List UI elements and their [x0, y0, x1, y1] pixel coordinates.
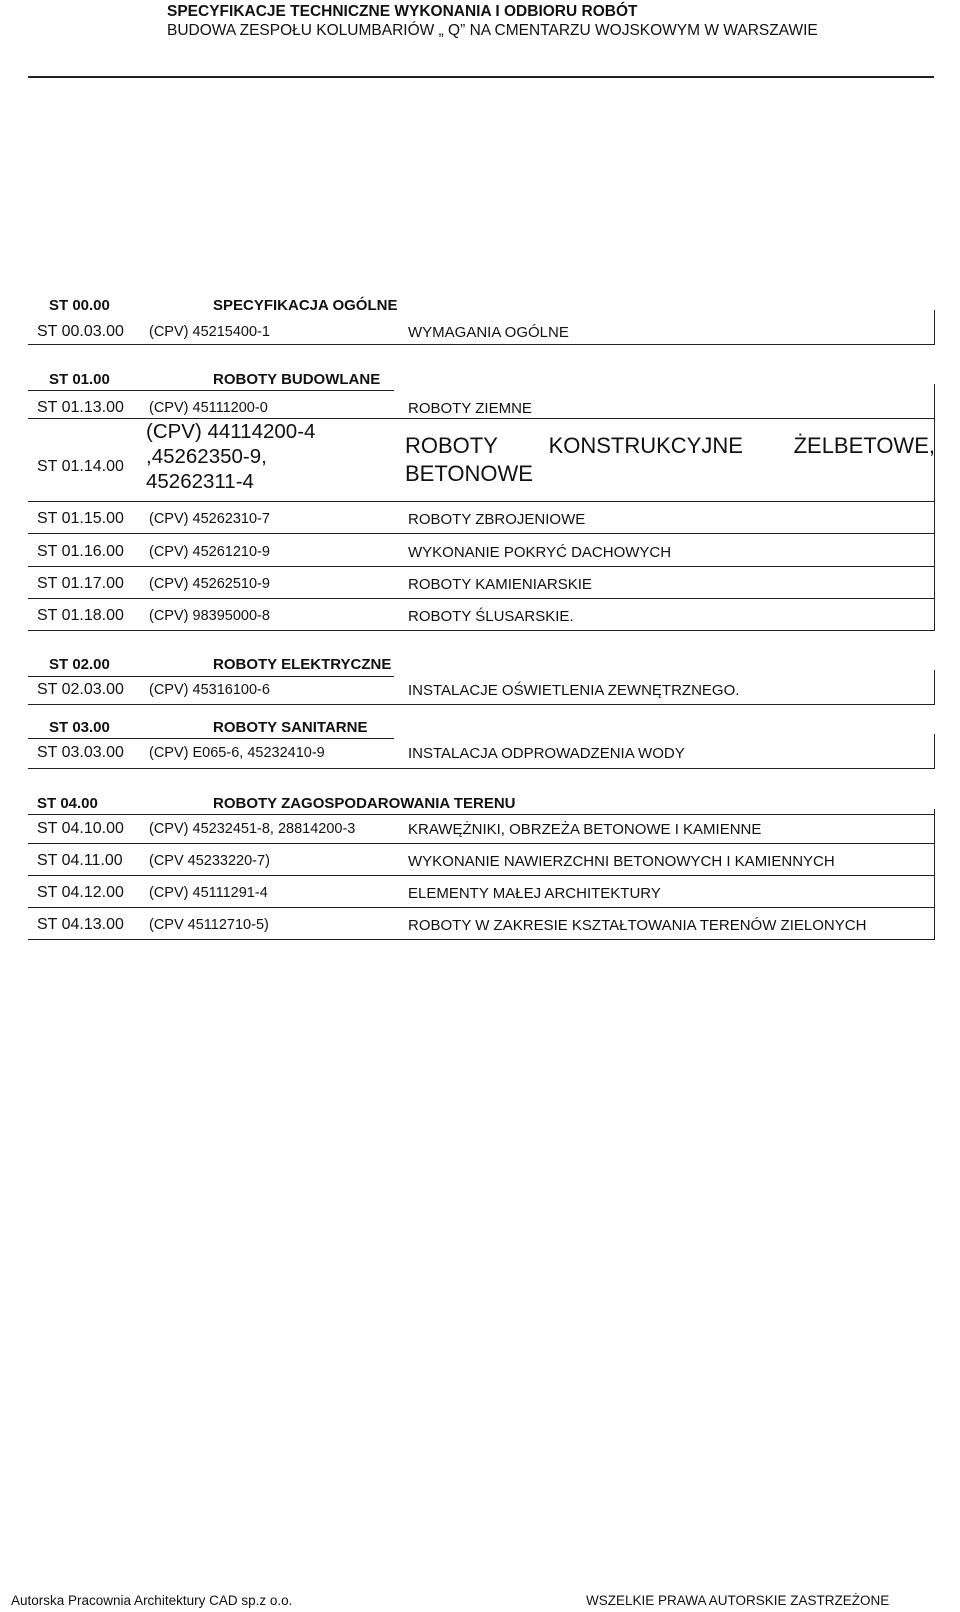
spec-code: ST 04.10.00	[37, 820, 124, 837]
spec-code: ST 04.12.00	[37, 884, 124, 901]
section-title: ROBOTY SANITARNE	[213, 719, 368, 736]
spec-name: KRAWĘŻNIKI, OBRZEŻA BETONOWE I KAMIENNE	[408, 821, 762, 838]
row-divider	[28, 501, 934, 502]
row-divider	[28, 814, 934, 815]
document-header	[167, 2, 818, 40]
spec-name: WYKONANIE NAWIERZCHNI BETONOWYCH I KAMIENNYCH	[408, 853, 835, 870]
table-border	[934, 384, 935, 631]
table-border	[934, 809, 935, 940]
spec-code: ST 02.03.00	[37, 681, 124, 698]
header-divider	[28, 76, 934, 78]
cpv-code: (CPV) 45215400-1	[149, 324, 270, 340]
row-divider	[28, 533, 934, 534]
spec-name: INSTALACJE OŚWIETLENIA ZEWNĘTRZNEGO.	[408, 682, 740, 699]
cpv-code: (CPV) 45111291-4	[149, 885, 268, 901]
spec-code: ST 01.18.00	[37, 607, 124, 624]
cpv-code-multiline	[146, 419, 315, 494]
spec-code: ST 01.17.00	[37, 575, 124, 592]
row-divider	[28, 738, 394, 739]
cpv-code: (CPV) E065-6, 45232410-9	[149, 745, 325, 761]
spec-name: ROBOTY ZIEMNE	[408, 400, 532, 417]
section-title: ROBOTY ZAGOSPODAROWANIA TERENU	[213, 795, 516, 812]
spec-name: ROBOTY ŚLUSARSKIE.	[408, 608, 574, 625]
spec-code: ST 04.11.00	[37, 852, 123, 869]
document-title: SPECYFIKACJE TECHNICZNE WYKONANIA I ODBIORU ROBÓT	[167, 3, 638, 20]
section-code: ST 01.00	[49, 371, 110, 388]
spec-name: INSTALACJA ODPROWADZENIA WODY	[408, 745, 685, 762]
section-code: ST 04.00	[37, 795, 98, 812]
spec-name: WYKONANIE POKRYĆ DACHOWYCH	[408, 544, 672, 561]
spec-name-word: ŻELBETOWE,	[793, 433, 935, 458]
footer-company: Autorska Pracownia Architektury CAD sp.z o.o.	[11, 1593, 293, 1608]
spec-code: ST 01.15.00	[37, 510, 124, 527]
row-divider	[28, 566, 934, 567]
row-divider	[28, 630, 934, 631]
footer-copyright: WSZELKIE PRAWA AUTORSKIE ZASTRZEŻONE	[586, 1593, 890, 1608]
row-divider	[28, 939, 934, 940]
row-divider	[28, 843, 934, 844]
row-divider	[28, 704, 934, 705]
section-title: ROBOTY ELEKTRYCZNE	[213, 656, 392, 673]
section-title: ROBOTY BUDOWLANE	[213, 371, 381, 388]
cpv-line: ,45262350-9,	[146, 445, 267, 468]
spec-name-line	[405, 432, 935, 460]
cpv-code: (CPV) 45262310-7	[149, 511, 270, 527]
cpv-code: (CPV 45112710-5)	[149, 917, 269, 933]
row-divider	[28, 676, 394, 677]
spec-name: WYMAGANIA OGÓLNE	[408, 324, 569, 341]
section-code: ST 03.00	[49, 719, 110, 736]
row-divider	[28, 907, 934, 908]
spec-name: ROBOTY ZBROJENIOWE	[408, 511, 586, 528]
section-title: SPECYFIKACJA OGÓLNE	[213, 297, 398, 314]
spec-code: ST 03.03.00	[37, 744, 124, 761]
cpv-code: (CPV) 45261210-9	[149, 544, 270, 560]
document-subtitle: BUDOWA ZESPOŁU KOLUMBARIÓW „ Q” NA CMENTARZU WOJSKOWYM W WARSZAWIE	[167, 22, 818, 39]
cpv-code: (CPV) 45262510-9	[149, 576, 270, 592]
row-divider	[28, 390, 394, 391]
spec-name-word: ROBOTY	[405, 433, 498, 458]
spec-code: ST 01.16.00	[37, 543, 124, 560]
cpv-line: (CPV) 44114200-4	[146, 420, 316, 443]
spec-code: ST 00.03.00	[37, 323, 124, 340]
row-divider	[28, 598, 934, 599]
spec-code: ST 01.14.00	[37, 458, 124, 475]
row-divider	[28, 768, 934, 769]
table-border	[934, 670, 935, 705]
spec-name: ROBOTY W ZAKRESIE KSZTAŁTOWANIA TERENÓW ZIELONYCH	[408, 917, 867, 934]
spec-name-multiline	[405, 432, 935, 488]
table-border	[934, 734, 935, 769]
spec-code: ST 04.13.00	[37, 916, 124, 933]
table-border	[934, 310, 935, 345]
spec-name: ROBOTY KAMIENIARSKIE	[408, 576, 592, 593]
spec-name-line: BETONOWE	[405, 461, 533, 486]
cpv-code: (CPV) 45316100-6	[149, 682, 270, 698]
spec-name: ELEMENTY MAŁEJ ARCHITEKTURY	[408, 885, 661, 902]
spec-code: ST 01.13.00	[37, 399, 124, 416]
cpv-code: (CPV 45233220-7)	[149, 853, 270, 869]
cpv-code: (CPV) 45232451-8, 28814200-3	[149, 821, 356, 837]
cpv-line: 45262311-4	[146, 470, 254, 493]
row-divider	[28, 344, 934, 345]
section-code: ST 00.00	[49, 297, 110, 314]
row-divider	[28, 875, 934, 876]
cpv-code: (CPV) 98395000-8	[149, 608, 270, 624]
section-code: ST 02.00	[49, 656, 110, 673]
spec-name-word: KONSTRUKCYJNE	[548, 433, 743, 458]
cpv-code: (CPV) 45111200-0	[149, 400, 268, 416]
